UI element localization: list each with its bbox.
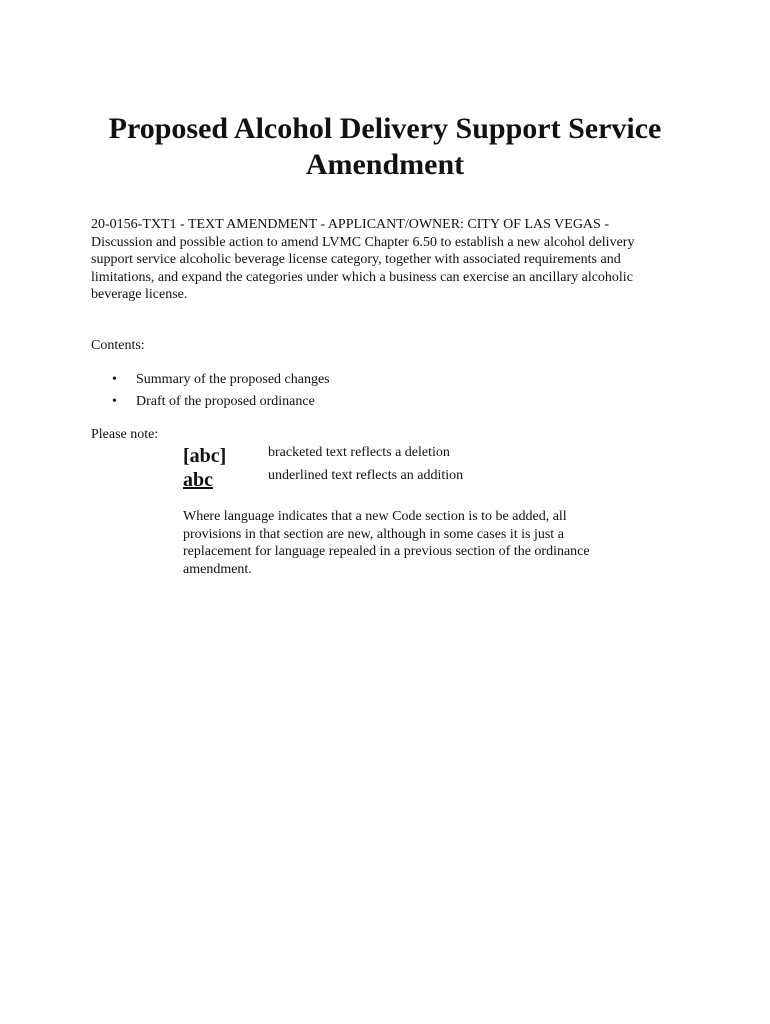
- addition-description: underlined text reflects an addition: [268, 468, 464, 483]
- intro-paragraph: 20-0156-TXT1 - TEXT AMENDMENT - APPLICANT/OWNER: CITY OF LAS VEGAS - Discussion and possible action to amend LVMC Chapter 6.50 to establish a new alcohol delivery support service alcoholic beverage license category, together with associated requirements and limitations, and expand the categories under which a business can exercise an ancillary alcoholic beverage license.: [91, 217, 635, 303]
- contents-item-draft: Draft of the proposed ordinance: [136, 393, 315, 409]
- note-paragraph: Where language indicates that a new Code section is to be added, all provisions in that section are new, although in some cases it is just a replacement for language repealed in a previous section of the ordinance amendment.: [183, 509, 590, 577]
- list-item: [91, 393, 330, 415]
- deletion-description: bracketed text reflects a deletion: [268, 445, 450, 460]
- deletion-sample: [abc]: [183, 445, 227, 467]
- contents-item-summary: Summary of the proposed changes: [136, 372, 330, 387]
- contents-list: [91, 371, 330, 414]
- bullet-icon: •: [112, 372, 117, 387]
- addition-sample: abc: [183, 469, 213, 491]
- contents-label: Contents:: [91, 338, 145, 353]
- list-item: [91, 371, 330, 393]
- document-title: Proposed Alcohol Delivery Support Service Amendment: [108, 112, 662, 181]
- note-label: Please note:: [91, 427, 159, 442]
- bullet-icon: •: [112, 393, 117, 409]
